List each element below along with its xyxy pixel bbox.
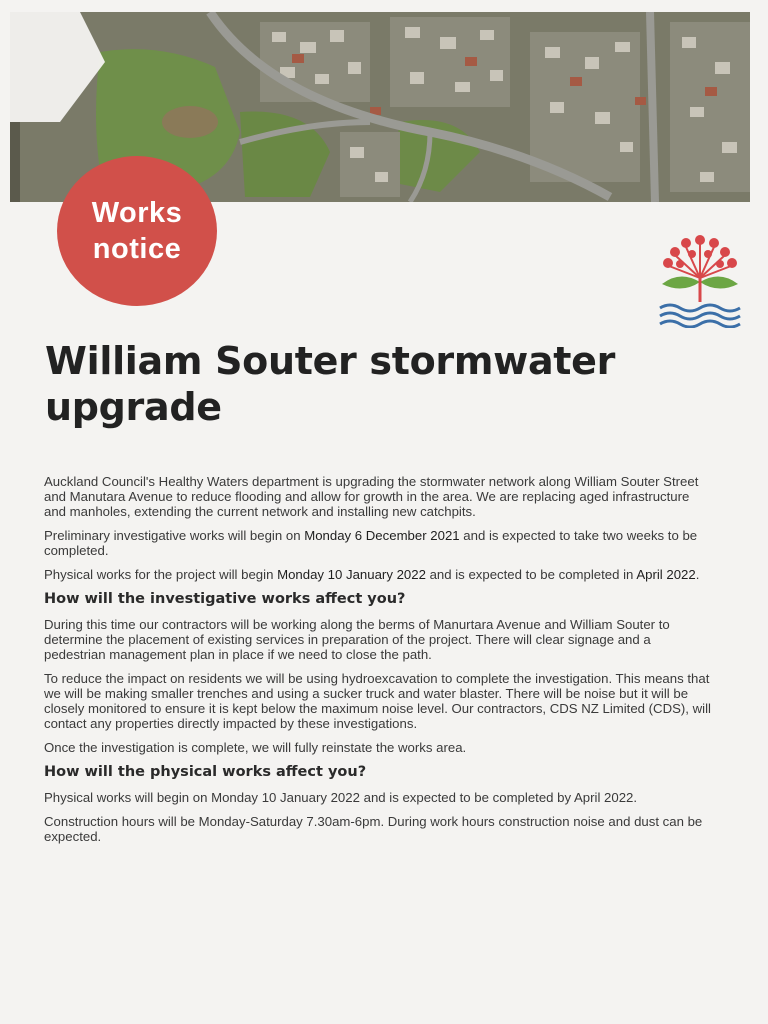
physical-intro-before: Physical works for the project will begin bbox=[44, 567, 278, 582]
page-title bbox=[45, 338, 685, 430]
preliminary-date: Monday 6 December 2021 bbox=[304, 528, 460, 543]
preliminary-paragraph bbox=[44, 528, 714, 558]
physical-heading: How will the physical works affect you? bbox=[44, 764, 367, 780]
physical-intro-after: . bbox=[695, 567, 700, 582]
auckland-council-logo bbox=[656, 232, 744, 328]
investigative-paragraph-3: Once the investigation is complete, we will fully reinstate the works area. bbox=[44, 740, 467, 755]
works-notice-badge bbox=[57, 156, 217, 306]
badge-line-1: Works bbox=[91, 197, 183, 229]
investigative-paragraph-2: To reduce the impact on residents we will be using hydroexcavation to complete the investigation. This means that we will be making smaller trenches and using a sucker truck and water blaster. There will be noise but it will be closely monitored to ensure it is kept below the maximum noise level. Our contractors, CDS NZ Limited (CDS), will contact any properties directly impacted by these investigations. bbox=[44, 671, 711, 731]
notice-body bbox=[44, 474, 714, 853]
intro-paragraph: Auckland Council's Healthy Waters department is upgrading the stormwater network along William Souter Street and Manutara Avenue to reduce flooding and allow for growth in the area. We are replacing aged infrastructure and manholes, extending the current network and installing new catchpits. bbox=[44, 474, 699, 519]
preliminary-text-after: and is expected to take two weeks to be completed. bbox=[44, 528, 698, 558]
preliminary-text-before: Preliminary investigative works will begin on bbox=[44, 528, 305, 543]
physical-intro-paragraph bbox=[44, 567, 714, 582]
badge-line-2: notice bbox=[92, 233, 182, 265]
physical-paragraph-2: Construction hours will be Monday-Saturday 7.30am-6pm. During work hours construction noise and dust can be expected. bbox=[44, 814, 703, 844]
investigative-heading: How will the investigative works affect you? bbox=[44, 591, 406, 607]
pohutukawa-logo-icon bbox=[656, 232, 744, 328]
physical-start-date: Monday 10 January 2022 bbox=[277, 567, 426, 582]
title-line-2: upgrade bbox=[45, 385, 222, 429]
physical-intro-middle: and is expected to be completed in bbox=[425, 567, 637, 582]
investigative-paragraph-1: During this time our contractors will be working along the berms of Manurtara Avenue and William Souter to determine the placement of existing services in preparation of the project. There will clear signage and a pedestrian management plan in place if we need to close the path. bbox=[44, 617, 670, 662]
title-line-1: William Souter stormwater bbox=[45, 339, 616, 383]
physical-end-date: April 2022 bbox=[636, 567, 696, 582]
physical-paragraph-1: Physical works will begin on Monday 10 January 2022 and is expected to be completed by April 2022. bbox=[44, 790, 638, 805]
